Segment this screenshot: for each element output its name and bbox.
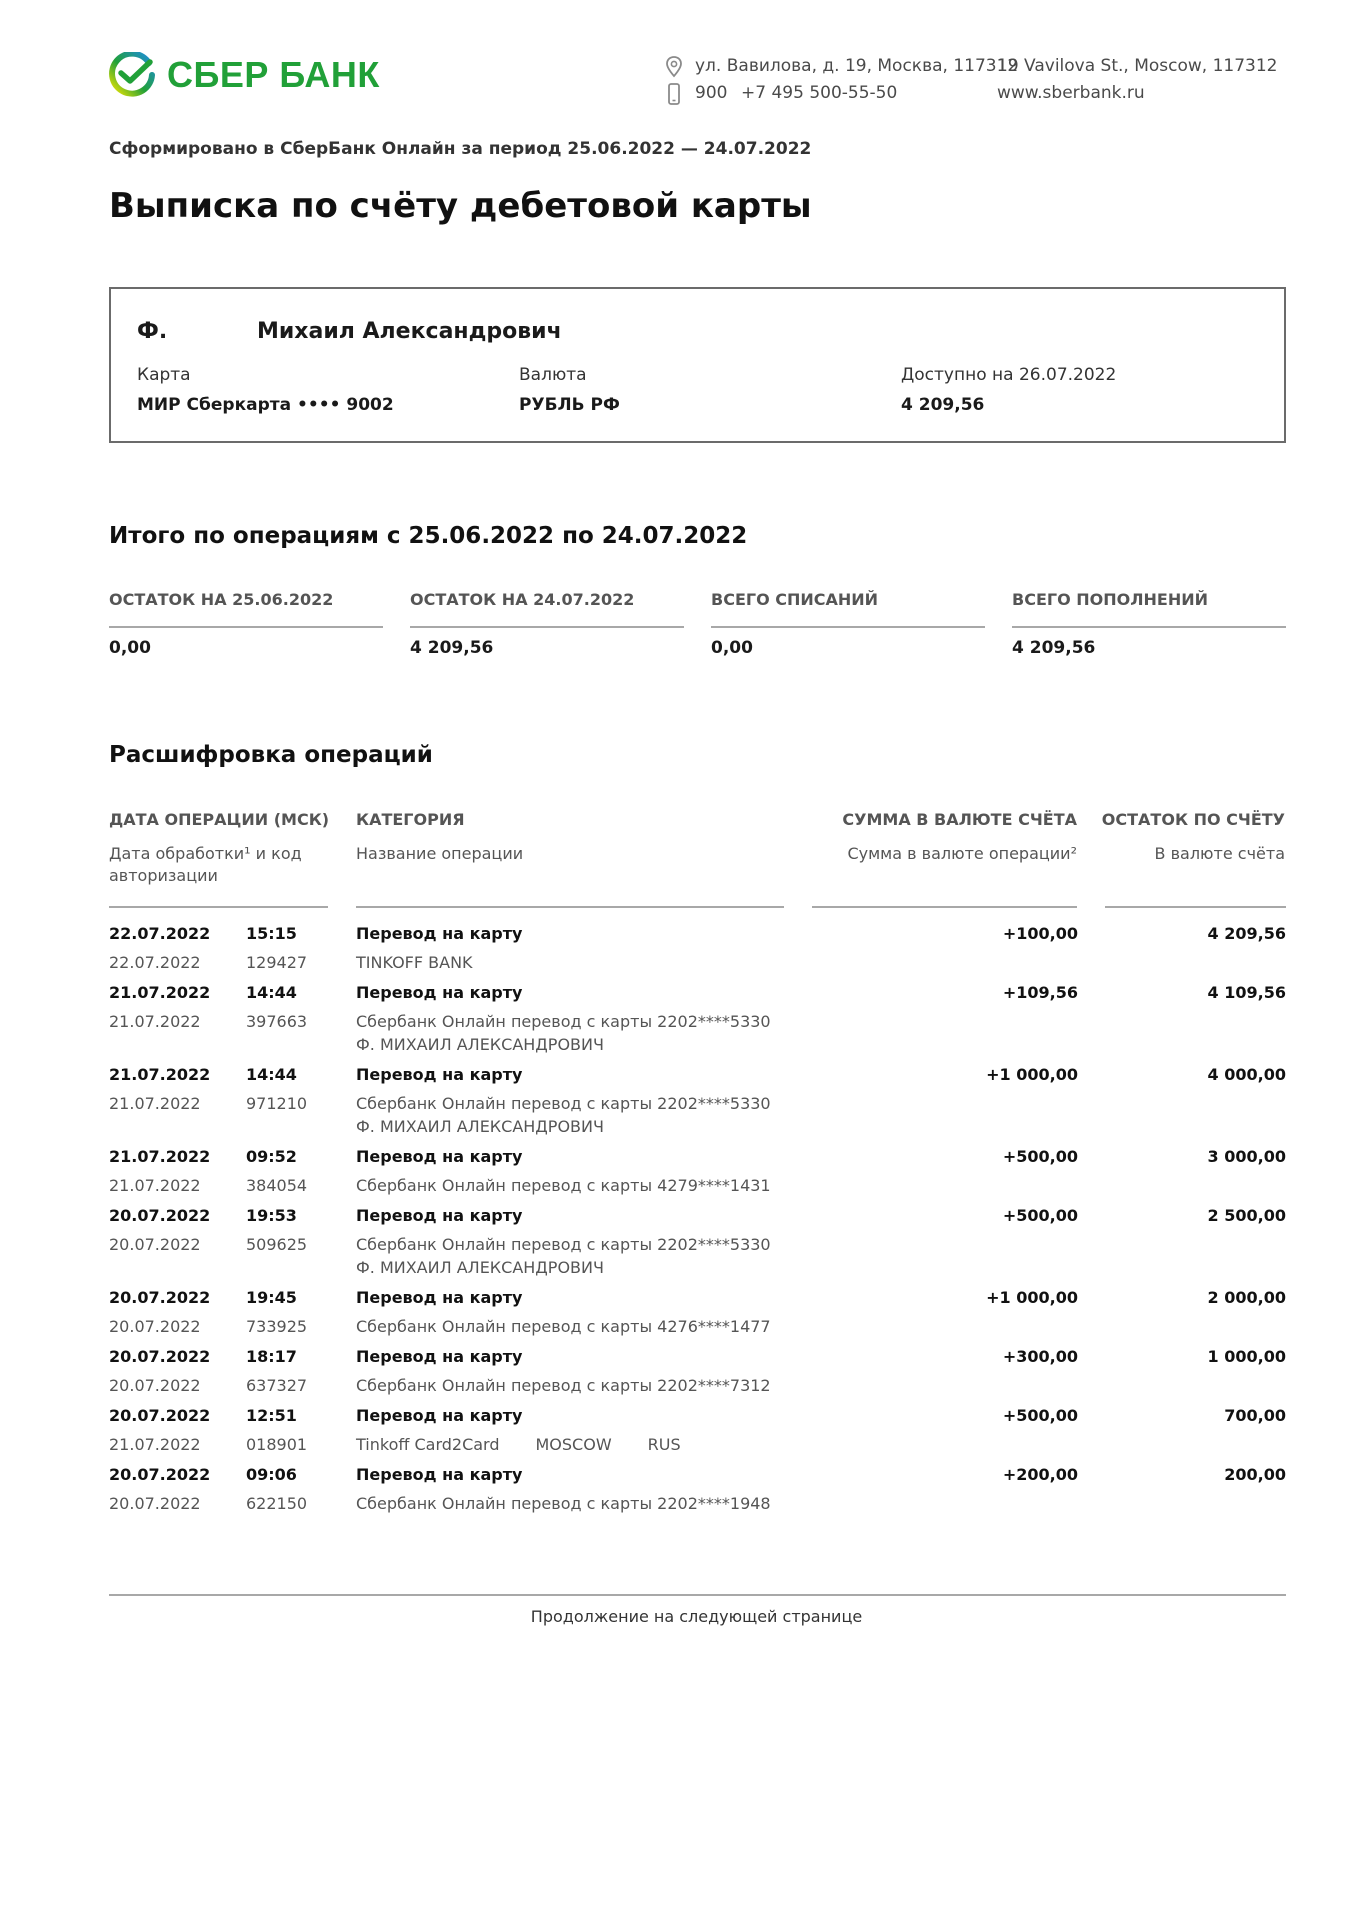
- auth-code: 397663: [246, 1012, 308, 1031]
- website: www.sberbank.ru: [997, 83, 1145, 103]
- available-info: [901, 365, 1116, 415]
- row-details: [109, 1315, 1286, 1338]
- operation-time: 09:06: [246, 1465, 297, 1484]
- row-main: [109, 1147, 1286, 1174]
- operation-amount: +100,00: [1002, 924, 1078, 943]
- operation-description: [356, 1092, 786, 1138]
- description-text: Сбербанк Онлайн перевод с карты 2202****1948: [356, 1494, 771, 1513]
- processing-date: 21.07.2022: [109, 1094, 201, 1113]
- row-main: [109, 1465, 1286, 1492]
- row-details: [109, 951, 1286, 974]
- operation-amount: +500,00: [1002, 1147, 1078, 1166]
- operation-balance: 3 000,00: [1207, 1147, 1286, 1166]
- operation-description: [356, 1010, 786, 1056]
- generated-period: Сформировано в СберБанк Онлайн за период 25.06.2022 — 24.07.2022: [109, 139, 812, 159]
- bank-name: СБЕР БАНК: [167, 54, 380, 95]
- description-country: RUS: [647, 1435, 681, 1454]
- operation-time: 19:53: [246, 1206, 297, 1225]
- row-details: [109, 1374, 1286, 1397]
- currency-info: [519, 365, 620, 415]
- divider: [1012, 626, 1286, 628]
- auth-code: 018901: [246, 1435, 308, 1454]
- header-divider: [109, 906, 328, 908]
- description-text: Сбербанк Онлайн перевод с карты 4276****1477: [356, 1317, 771, 1336]
- operation-date: 20.07.2022: [109, 1288, 211, 1307]
- holder-initial: Ф.: [137, 319, 168, 344]
- table-row: [109, 983, 1286, 1056]
- operation-category: Перевод на карту: [356, 1406, 523, 1425]
- operation-balance: 4 209,56: [1207, 924, 1286, 943]
- header-divider: [1105, 906, 1286, 908]
- row-main: [109, 1406, 1286, 1433]
- operation-category: Перевод на карту: [356, 924, 523, 943]
- account-info-box: [109, 287, 1286, 443]
- operation-category: Перевод на карту: [356, 1206, 523, 1225]
- summary-value: 0,00: [711, 638, 753, 658]
- auth-code: 509625: [246, 1235, 308, 1254]
- operation-date: 22.07.2022: [109, 924, 211, 943]
- description-text: Сбербанк Онлайн перевод с карты 2202****5330 Ф. МИХАИЛ АЛЕКСАНДРОВИЧ: [356, 1012, 771, 1054]
- operation-amount: +500,00: [1002, 1206, 1078, 1225]
- operation-amount: +1 000,00: [986, 1288, 1078, 1307]
- table-row: [109, 1465, 1286, 1515]
- available-label: Доступно на 26.07.2022: [901, 365, 1117, 385]
- table-row: [109, 1406, 1286, 1456]
- operation-date: 20.07.2022: [109, 1347, 211, 1366]
- operation-description: [356, 951, 786, 974]
- phone-short: 900: [695, 83, 728, 103]
- address-en: 19 Vavilova St., Moscow, 117312: [997, 56, 1278, 76]
- row-details: [109, 1010, 1286, 1056]
- description-text: Сбербанк Онлайн перевод с карты 4279****1431: [356, 1176, 771, 1195]
- header-divider: [812, 906, 1077, 908]
- operation-time: 14:44: [246, 983, 297, 1002]
- continued-note: Продолжение на следующей странице: [530, 1607, 863, 1626]
- description-text: Сбербанк Онлайн перевод с карты 2202****5330 Ф. МИХАИЛ АЛЕКСАНДРОВИЧ: [356, 1235, 771, 1277]
- header-divider: [356, 906, 784, 908]
- operation-balance: 4 000,00: [1207, 1065, 1286, 1084]
- summary-closing-balance: [410, 590, 684, 658]
- header-amount-sub: Сумма в валюте операции²: [847, 844, 1077, 863]
- processing-date: 21.07.2022: [109, 1435, 201, 1454]
- summary-opening-balance: [109, 590, 383, 658]
- operation-category: Перевод на карту: [356, 1147, 523, 1166]
- operation-description: [356, 1174, 786, 1197]
- operation-amount: +1 000,00: [986, 1065, 1078, 1084]
- operation-time: 15:15: [246, 924, 297, 943]
- summary-label: ОСТАТОК НА 24.07.2022: [410, 590, 635, 609]
- page-title: Выписка по счёту дебетовой карты: [109, 186, 812, 226]
- map-pin-icon: [665, 56, 683, 78]
- operation-description: [356, 1492, 786, 1515]
- operation-description: [356, 1315, 786, 1338]
- header-date-sub: Дата обработки¹ и код авторизации: [109, 844, 302, 885]
- auth-code: 733925: [246, 1317, 308, 1336]
- operation-date: 20.07.2022: [109, 1465, 211, 1484]
- auth-code: 622150: [246, 1494, 308, 1513]
- header-date: ДАТА ОПЕРАЦИИ (МСК): [109, 810, 330, 829]
- row-details: [109, 1433, 1286, 1456]
- description-text: TINKOFF BANK: [356, 953, 473, 972]
- description-text: Tinkoff Card2Card: [356, 1435, 500, 1454]
- operation-time: 09:52: [246, 1147, 297, 1166]
- operation-time: 18:17: [246, 1347, 297, 1366]
- divider: [711, 626, 985, 628]
- operation-date: 20.07.2022: [109, 1206, 211, 1225]
- operation-date: 21.07.2022: [109, 1147, 211, 1166]
- row-main: [109, 983, 1286, 1010]
- processing-date: 22.07.2022: [109, 953, 201, 972]
- operation-amount: +300,00: [1002, 1347, 1078, 1366]
- row-main: [109, 1206, 1286, 1233]
- description-city: MOSCOW: [535, 1435, 612, 1454]
- row-details: [109, 1092, 1286, 1138]
- processing-date: 20.07.2022: [109, 1317, 201, 1336]
- auth-code: 971210: [246, 1094, 308, 1113]
- operation-description: [356, 1374, 786, 1397]
- table-row: [109, 1065, 1286, 1138]
- row-main: [109, 924, 1286, 951]
- header-balance-sub: В валюте счёта: [1154, 844, 1285, 863]
- table-row: [109, 1288, 1286, 1338]
- operation-date: 21.07.2022: [109, 983, 211, 1002]
- row-main: [109, 1065, 1286, 1092]
- operation-category: Перевод на карту: [356, 1347, 523, 1366]
- summary-label: ВСЕГО ПОПОЛНЕНИЙ: [1012, 590, 1208, 609]
- summary-title: Итого по операциям с 25.06.2022 по 24.07.2022: [109, 523, 748, 549]
- operation-description: [356, 1233, 786, 1279]
- phone-icon: [665, 83, 683, 105]
- operation-balance: 2 500,00: [1207, 1206, 1286, 1225]
- processing-date: 20.07.2022: [109, 1494, 201, 1513]
- processing-date: 20.07.2022: [109, 1235, 201, 1254]
- operation-balance: 1 000,00: [1207, 1347, 1286, 1366]
- sber-logo-icon: [109, 52, 155, 98]
- operations-title: Расшифровка операций: [109, 742, 433, 768]
- available-value: 4 209,56: [901, 395, 985, 415]
- table-row: [109, 1206, 1286, 1279]
- operation-balance: 200,00: [1224, 1465, 1286, 1484]
- operation-category: Перевод на карту: [356, 1288, 523, 1307]
- operation-description: [356, 1433, 786, 1456]
- auth-code: 129427: [246, 953, 308, 972]
- auth-code: 384054: [246, 1176, 308, 1195]
- divider: [109, 626, 383, 628]
- summary-value: 4 209,56: [1012, 638, 1096, 658]
- summary-value: 4 209,56: [410, 638, 494, 658]
- summary-label: ОСТАТОК НА 25.06.2022: [109, 590, 334, 609]
- card-label: Карта: [137, 365, 191, 385]
- operation-date: 21.07.2022: [109, 1065, 211, 1084]
- bank-logo: [109, 52, 380, 98]
- processing-date: 20.07.2022: [109, 1376, 201, 1395]
- currency-label: Валюта: [519, 365, 587, 385]
- processing-date: 21.07.2022: [109, 1012, 201, 1031]
- processing-date: 21.07.2022: [109, 1176, 201, 1195]
- header-category-sub: Название операции: [356, 844, 524, 863]
- currency-value: РУБЛЬ РФ: [519, 395, 620, 415]
- address-ru: ул. Вавилова, д. 19, Москва, 117312: [695, 56, 1019, 76]
- summary-total-debits: [711, 590, 985, 658]
- operation-amount: +500,00: [1002, 1406, 1078, 1425]
- row-details: [109, 1492, 1286, 1515]
- card-info: [137, 365, 394, 415]
- operation-amount: +200,00: [1002, 1465, 1078, 1484]
- table-row: [109, 1147, 1286, 1197]
- operation-balance: 700,00: [1224, 1406, 1286, 1425]
- operation-time: 19:45: [246, 1288, 297, 1307]
- header-balance: ОСТАТОК ПО СЧЁТУ: [1101, 810, 1285, 829]
- operation-time: 14:44: [246, 1065, 297, 1084]
- operation-category: Перевод на карту: [356, 983, 523, 1002]
- row-details: [109, 1233, 1286, 1279]
- row-main: [109, 1347, 1286, 1374]
- table-row: [109, 1347, 1286, 1397]
- description-text: Сбербанк Онлайн перевод с карты 2202****7312: [356, 1376, 771, 1395]
- auth-code: 637327: [246, 1376, 308, 1395]
- card-value: МИР Сберкарта •••• 9002: [137, 395, 394, 415]
- operation-balance: 2 000,00: [1207, 1288, 1286, 1307]
- operation-category: Перевод на карту: [356, 1465, 523, 1484]
- operation-date: 20.07.2022: [109, 1406, 211, 1425]
- divider: [410, 626, 684, 628]
- summary-label: ВСЕГО СПИСАНИЙ: [711, 590, 879, 609]
- row-details: [109, 1174, 1286, 1197]
- operation-amount: +109,56: [1002, 983, 1078, 1002]
- holder-name: Михаил Александрович: [257, 319, 562, 344]
- operation-time: 12:51: [246, 1406, 297, 1425]
- table-bottom-divider: [109, 1594, 1286, 1596]
- summary-total-credits: [1012, 590, 1286, 658]
- row-main: [109, 1288, 1286, 1315]
- operation-balance: 4 109,56: [1207, 983, 1286, 1002]
- summary-value: 0,00: [109, 638, 151, 658]
- operations-table: [109, 924, 1286, 1524]
- operation-category: Перевод на карту: [356, 1065, 523, 1084]
- phone-number: +7 495 500-55-50: [741, 83, 898, 103]
- table-row: [109, 924, 1286, 974]
- header-category: КАТЕГОРИЯ: [356, 810, 465, 829]
- header-amount: СУММА В ВАЛЮТЕ СЧЁТА: [842, 810, 1077, 829]
- description-text: Сбербанк Онлайн перевод с карты 2202****5330 Ф. МИХАИЛ АЛЕКСАНДРОВИЧ: [356, 1094, 771, 1136]
